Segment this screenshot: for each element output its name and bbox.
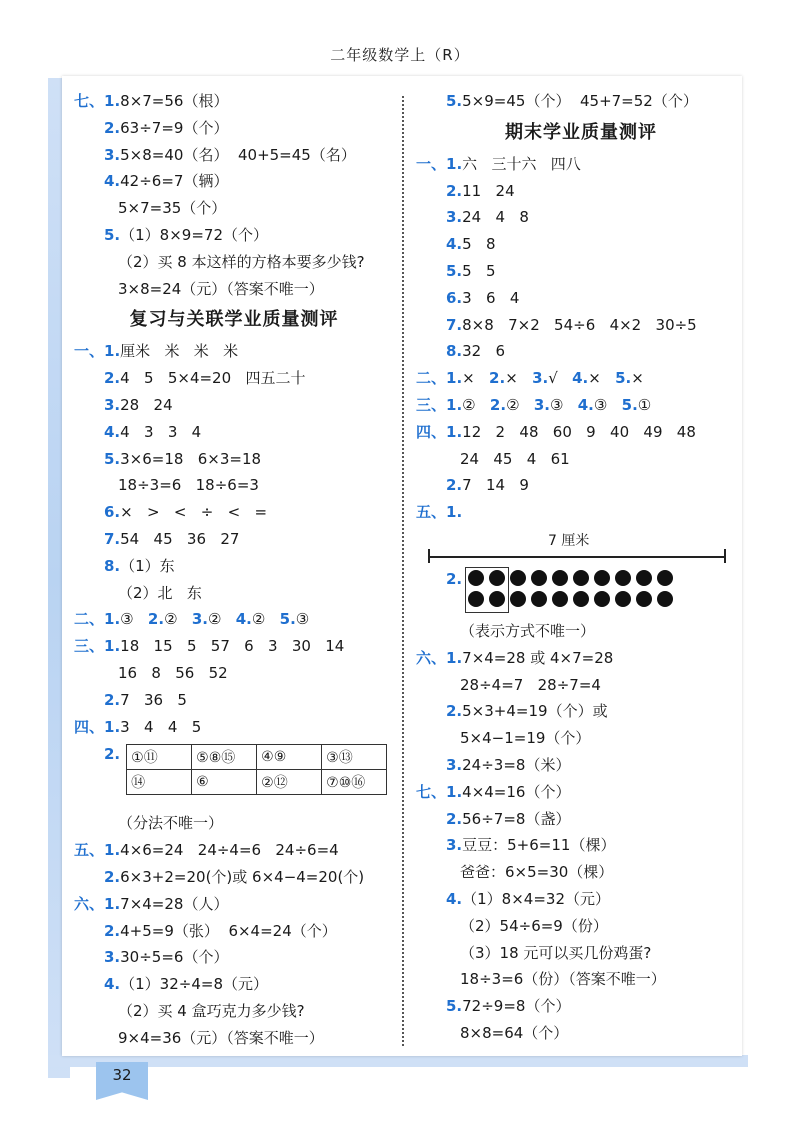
dot	[510, 591, 526, 607]
item-number: 1.	[446, 782, 463, 801]
item-number: 1.	[104, 92, 121, 110]
item-number: 6.	[104, 503, 121, 522]
answer-text: 32 6	[462, 342, 506, 361]
item-number: 1.	[104, 610, 121, 629]
item-number: 2.	[104, 745, 121, 764]
table-cell: ④⑨	[257, 745, 322, 770]
answer-line	[416, 312, 746, 339]
answer-text: 7×4=28（人）	[120, 894, 229, 913]
answer-line	[74, 944, 394, 971]
answer-line	[416, 338, 746, 365]
item-number: 4.	[235, 610, 252, 629]
answer-text: 30÷5=6（个）	[120, 948, 229, 967]
answer-text: ③	[549, 395, 564, 414]
item-number: 7.	[104, 529, 121, 548]
answer-line	[74, 714, 394, 741]
item-number: 3.	[533, 395, 550, 414]
section-marker: 三、	[74, 637, 105, 656]
section-marker: 二、	[74, 610, 105, 629]
answer-text: 8×8 7×2 54÷6 4×2 30÷5	[462, 315, 697, 334]
item-number: 1.	[104, 894, 121, 913]
answer-text: 7 14 9	[462, 476, 529, 495]
answer-line	[74, 606, 394, 633]
answer-line	[416, 419, 746, 446]
answer-line	[416, 779, 746, 806]
answer-line	[74, 660, 394, 687]
answer-line	[416, 285, 746, 312]
item-number: 3.	[104, 145, 121, 164]
answer-text: 3 6 4	[462, 288, 520, 307]
bottom-blue-band	[48, 1055, 748, 1067]
answer-line	[74, 633, 394, 660]
page-number: 32	[112, 1066, 132, 1084]
answer-text: × > < ÷ < =	[120, 503, 268, 522]
table-row	[127, 770, 387, 795]
answer-line	[416, 392, 746, 419]
answer-text: ③	[120, 610, 134, 629]
answer-line	[416, 725, 746, 752]
segment-line	[428, 556, 726, 558]
answer-line	[416, 178, 746, 205]
segment-length-label: 7 厘米	[548, 532, 590, 549]
answer-text: 6×3+2=20(个)或 6×4−4=20(个)	[120, 867, 365, 886]
item-number: 5.	[446, 997, 463, 1016]
answer-line	[74, 276, 394, 303]
answer-text: （1）东	[120, 556, 175, 575]
answer-line	[416, 204, 746, 231]
dot	[657, 570, 673, 586]
answer-text: 4+5=9（张） 6×4=24（个）	[120, 921, 337, 940]
answer-text: 63÷7=9（个）	[120, 118, 229, 137]
answer-text: 4 3 3 4	[120, 422, 202, 441]
dot	[531, 591, 547, 607]
answer-text: 18÷3=6 18÷6=3	[118, 476, 259, 495]
answer-line	[74, 526, 394, 553]
section-marker: 六、	[416, 648, 447, 667]
item-number: 2.	[446, 476, 463, 495]
answer-text: ②	[506, 395, 520, 414]
section-marker: 二、	[416, 369, 447, 388]
answer-line	[416, 913, 746, 940]
answer-line	[74, 392, 394, 419]
section-marker: 四、	[416, 422, 447, 441]
dot	[573, 570, 589, 586]
answer-line	[74, 115, 394, 142]
section-marker: 四、	[74, 717, 105, 736]
answer-text: 24 45 4 61	[460, 449, 570, 468]
answer-text: （2）北 东	[118, 583, 202, 602]
answer-text: 5×4−1=19（个）	[460, 729, 591, 748]
dot	[573, 591, 589, 607]
item-number: 2.	[147, 610, 165, 629]
item-number: 2.	[446, 181, 463, 200]
answer-line	[416, 672, 746, 699]
item-number: 5.	[446, 261, 463, 280]
answer-text: ③	[593, 395, 608, 414]
answer-line	[416, 859, 746, 886]
answer-line	[74, 1025, 394, 1052]
answer-text: 72÷9=8（个）	[462, 997, 571, 1016]
dot	[657, 591, 673, 607]
answer-text: 3 4 4 5	[120, 717, 202, 736]
right-mid-answers	[416, 151, 746, 526]
section-marker: 七、	[74, 92, 105, 110]
answer-text: ×	[462, 369, 475, 388]
answer-line	[74, 88, 394, 115]
item-number: 1.	[446, 154, 463, 173]
answer-text: 4 5 5×4=20 四五二十	[120, 369, 306, 388]
item-number: 3.	[191, 610, 208, 629]
item-number: 3.	[104, 948, 121, 967]
answer-line	[74, 918, 394, 945]
answer-text: 28 24	[120, 395, 173, 414]
answer-line	[74, 687, 394, 714]
item-number: 2.	[104, 369, 121, 388]
table-cell: ⑦⑩⑯	[322, 770, 387, 795]
table-cell: ①⑪	[127, 745, 192, 770]
item-number: 3.	[532, 369, 549, 388]
item-number: 5.	[446, 92, 463, 110]
answer-line	[416, 940, 746, 967]
segment-start-tick	[428, 549, 430, 563]
answer-line	[74, 419, 394, 446]
answer-text: 六 三十六 四八	[462, 154, 581, 173]
answer-line	[416, 618, 746, 645]
answer-line	[416, 472, 746, 499]
answer-text: 24 4 8	[462, 208, 529, 227]
grouping-table	[126, 744, 387, 795]
answer-line	[74, 249, 394, 276]
answer-text: （分法不唯一）	[118, 814, 224, 833]
item-number: 1.	[104, 342, 121, 361]
answer-text: 3×8=24（元）（答案不唯一）	[118, 279, 324, 298]
item-number: 2.	[446, 569, 463, 588]
answer-text: （2）54÷6=9（份）	[460, 916, 608, 935]
answer-text: （2）买 4 盒巧克力多少钱?	[118, 1001, 305, 1020]
item-number: 4.	[104, 422, 121, 441]
answer-text: 4×6=24 24÷4=6 24÷6=4	[120, 841, 339, 860]
item-number: 5.	[104, 225, 121, 244]
item-number: 5.	[621, 395, 638, 414]
answer-text: 5×8=40（名） 40+5=45（名）	[120, 145, 356, 164]
item-number: 2.	[104, 118, 121, 137]
answer-line	[416, 806, 746, 833]
answer-text: √	[548, 369, 558, 388]
item-number: 7.	[446, 315, 463, 334]
answer-text: 12 2 48 60 9 40 49 48	[462, 422, 696, 441]
answer-text: 42÷6=7（辆）	[120, 172, 229, 191]
section-marker: 五、	[74, 841, 105, 860]
answer-line	[416, 365, 746, 392]
answer-text: （表示方式不唯一）	[460, 621, 596, 640]
answer-line	[74, 338, 394, 365]
item-number: 8.	[446, 342, 463, 361]
item-number: 4.	[104, 172, 121, 191]
section-title-final: 期末学业质量测评	[505, 121, 657, 143]
answer-text: 56÷7=8（盏）	[462, 809, 571, 828]
answer-text: 18 15 5 57 6 3 30 14	[120, 637, 345, 656]
answer-text: 24÷3=8（米）	[462, 755, 571, 774]
answer-line	[416, 258, 746, 285]
answer-text: 5×7=35（个）	[118, 199, 227, 218]
answer-text: 8×7=56（根）	[120, 92, 229, 110]
item-number: 2.	[104, 867, 121, 886]
answer-text: ③	[295, 610, 310, 629]
item-number: 4.	[446, 235, 463, 254]
answer-text: ②	[164, 610, 178, 629]
right-bottom-answers	[416, 618, 746, 1047]
item-number: 2.	[446, 809, 463, 828]
item-number: 3.	[104, 395, 121, 414]
dot	[594, 570, 610, 586]
item-number: 1.	[446, 395, 463, 414]
answer-line	[416, 88, 746, 115]
answer-text: 16 8 56 52	[118, 663, 228, 682]
answer-line	[74, 864, 394, 891]
answer-text: ②	[251, 610, 266, 629]
answer-text: 5 5	[462, 261, 496, 280]
answer-line	[74, 499, 394, 526]
answer-line	[416, 752, 746, 779]
right-top-answers	[416, 88, 746, 115]
item-number: 2.	[104, 921, 121, 940]
dot	[552, 570, 568, 586]
answer-line	[416, 1020, 746, 1047]
item-number: 1.	[446, 648, 463, 667]
table-cell: ②⑫	[257, 770, 322, 795]
answer-line	[74, 810, 394, 837]
left-top-answers	[74, 88, 394, 302]
answer-line	[74, 195, 394, 222]
answer-line	[74, 142, 394, 169]
table-cell: ⑤⑧⑮	[192, 745, 257, 770]
item-number: 4.	[572, 369, 589, 388]
answer-line	[74, 580, 394, 607]
answer-line	[74, 472, 394, 499]
answer-line	[416, 151, 746, 178]
answer-line	[74, 553, 394, 580]
item-number: 1.	[104, 717, 121, 736]
answer-line	[74, 891, 394, 918]
answer-text: 11 24	[462, 181, 515, 200]
answer-text: 5 8	[462, 235, 496, 254]
item-number: 6.	[446, 288, 463, 307]
answer-line	[416, 645, 746, 672]
item-number: 3.	[446, 208, 463, 227]
item-number: 5.	[279, 610, 296, 629]
answer-text: ②	[207, 610, 222, 629]
answer-text: ×	[588, 369, 601, 388]
section-marker: 一、	[74, 342, 105, 361]
dot	[552, 591, 568, 607]
table-cell: ③⑬	[322, 745, 387, 770]
item-number: 5.	[104, 449, 121, 468]
answer-text: （1）32÷4=8（元）	[120, 975, 268, 994]
section-marker: 六、	[74, 894, 105, 913]
section-title-review: 复习与关联学业质量测评	[129, 309, 339, 331]
answer-text: 豆豆：5+6=11（棵）	[462, 836, 616, 855]
item-number: 1.	[446, 503, 463, 522]
item-number: 8.	[104, 556, 121, 575]
dot	[636, 591, 652, 607]
table-cell: ⑥	[192, 770, 257, 795]
dot-array-block	[416, 570, 746, 618]
item-number: 4.	[104, 975, 121, 994]
item-number: 5.	[615, 369, 632, 388]
dot	[615, 570, 631, 586]
item-number: 1.	[104, 637, 121, 656]
dot	[636, 570, 652, 586]
answer-text: （2）买 8 本这样的方格本要多少钱?	[118, 252, 365, 271]
item-number: 2.	[489, 395, 507, 414]
answer-text: 54 45 36 27	[120, 529, 240, 548]
table-row	[127, 745, 387, 770]
answer-line	[74, 998, 394, 1025]
column-divider	[402, 96, 404, 1046]
item-number: 4.	[577, 395, 594, 414]
answer-text: ×	[631, 369, 644, 388]
item-number: 3.	[446, 836, 463, 855]
answer-line	[416, 966, 746, 993]
answer-text: （1）8×4=32（元）	[462, 889, 610, 908]
answer-line	[74, 971, 394, 998]
grouping-table-block	[74, 740, 394, 810]
segment-end-tick	[724, 549, 726, 563]
answer-line	[416, 698, 746, 725]
answer-line	[416, 446, 746, 473]
answer-text: 5×3+4=19（个）或	[462, 702, 608, 721]
item-number: 2.	[104, 690, 121, 709]
item-number: 4.	[446, 889, 463, 908]
dot-group-box	[465, 567, 509, 613]
answer-line	[416, 231, 746, 258]
page-header-title: 二年级数学上（R）	[330, 46, 470, 64]
section-marker: 三、	[416, 395, 447, 414]
dot-array	[468, 570, 675, 609]
answer-text: ①	[637, 395, 652, 414]
answer-text: ×	[505, 369, 518, 388]
left-bottom-answers	[74, 810, 394, 1051]
answer-text: 8×8=64（个）	[460, 1023, 569, 1042]
right-column	[416, 88, 746, 1047]
answer-line	[74, 365, 394, 392]
answer-text: （1）8×9=72（个）	[120, 225, 268, 244]
section-marker: 五、	[416, 503, 447, 522]
answer-line	[74, 446, 394, 473]
section-marker: 七、	[416, 782, 447, 801]
answer-line	[416, 832, 746, 859]
answer-line	[416, 499, 746, 526]
answer-text: 4×4=16（个）	[462, 782, 571, 801]
answer-text: ②	[462, 395, 476, 414]
dot	[594, 591, 610, 607]
item-number: 2.	[489, 369, 506, 388]
answer-line	[74, 168, 394, 195]
item-number: 1.	[104, 841, 121, 860]
answer-text: 18÷3=6（份）（答案不唯一）	[460, 970, 666, 989]
answer-text: 厘米 米 米 米	[120, 342, 239, 361]
answer-line	[74, 837, 394, 864]
dot	[615, 591, 631, 607]
left-mid-answers	[74, 338, 394, 740]
dot	[510, 570, 526, 586]
left-column	[74, 88, 394, 1052]
item-number: 2.	[446, 702, 463, 721]
answer-text: 7 36 5	[120, 690, 187, 709]
section-marker: 一、	[416, 154, 447, 173]
table-cell: ⑭	[127, 770, 192, 795]
answer-line	[416, 886, 746, 913]
item-number: 1.	[446, 422, 463, 441]
item-number: 1.	[446, 369, 463, 388]
answer-text: （3）18 元可以买几份鸡蛋?	[460, 943, 652, 962]
answer-text: 28÷4=7 28÷7=4	[460, 675, 601, 694]
answer-text: 爸爸：6×5=30（棵）	[460, 863, 614, 882]
answer-line	[74, 222, 394, 249]
line-segment-figure	[416, 526, 746, 570]
answer-text: 9×4=36（元）（答案不唯一）	[118, 1028, 324, 1047]
answer-text: 3×6=18 6×3=18	[120, 449, 262, 468]
answer-text: 7×4=28 或 4×7=28	[462, 648, 614, 667]
answer-text: 5×9=45（个） 45+7=52（个）	[462, 92, 698, 110]
answer-line	[416, 993, 746, 1020]
dot	[531, 570, 547, 586]
item-number: 3.	[446, 755, 463, 774]
